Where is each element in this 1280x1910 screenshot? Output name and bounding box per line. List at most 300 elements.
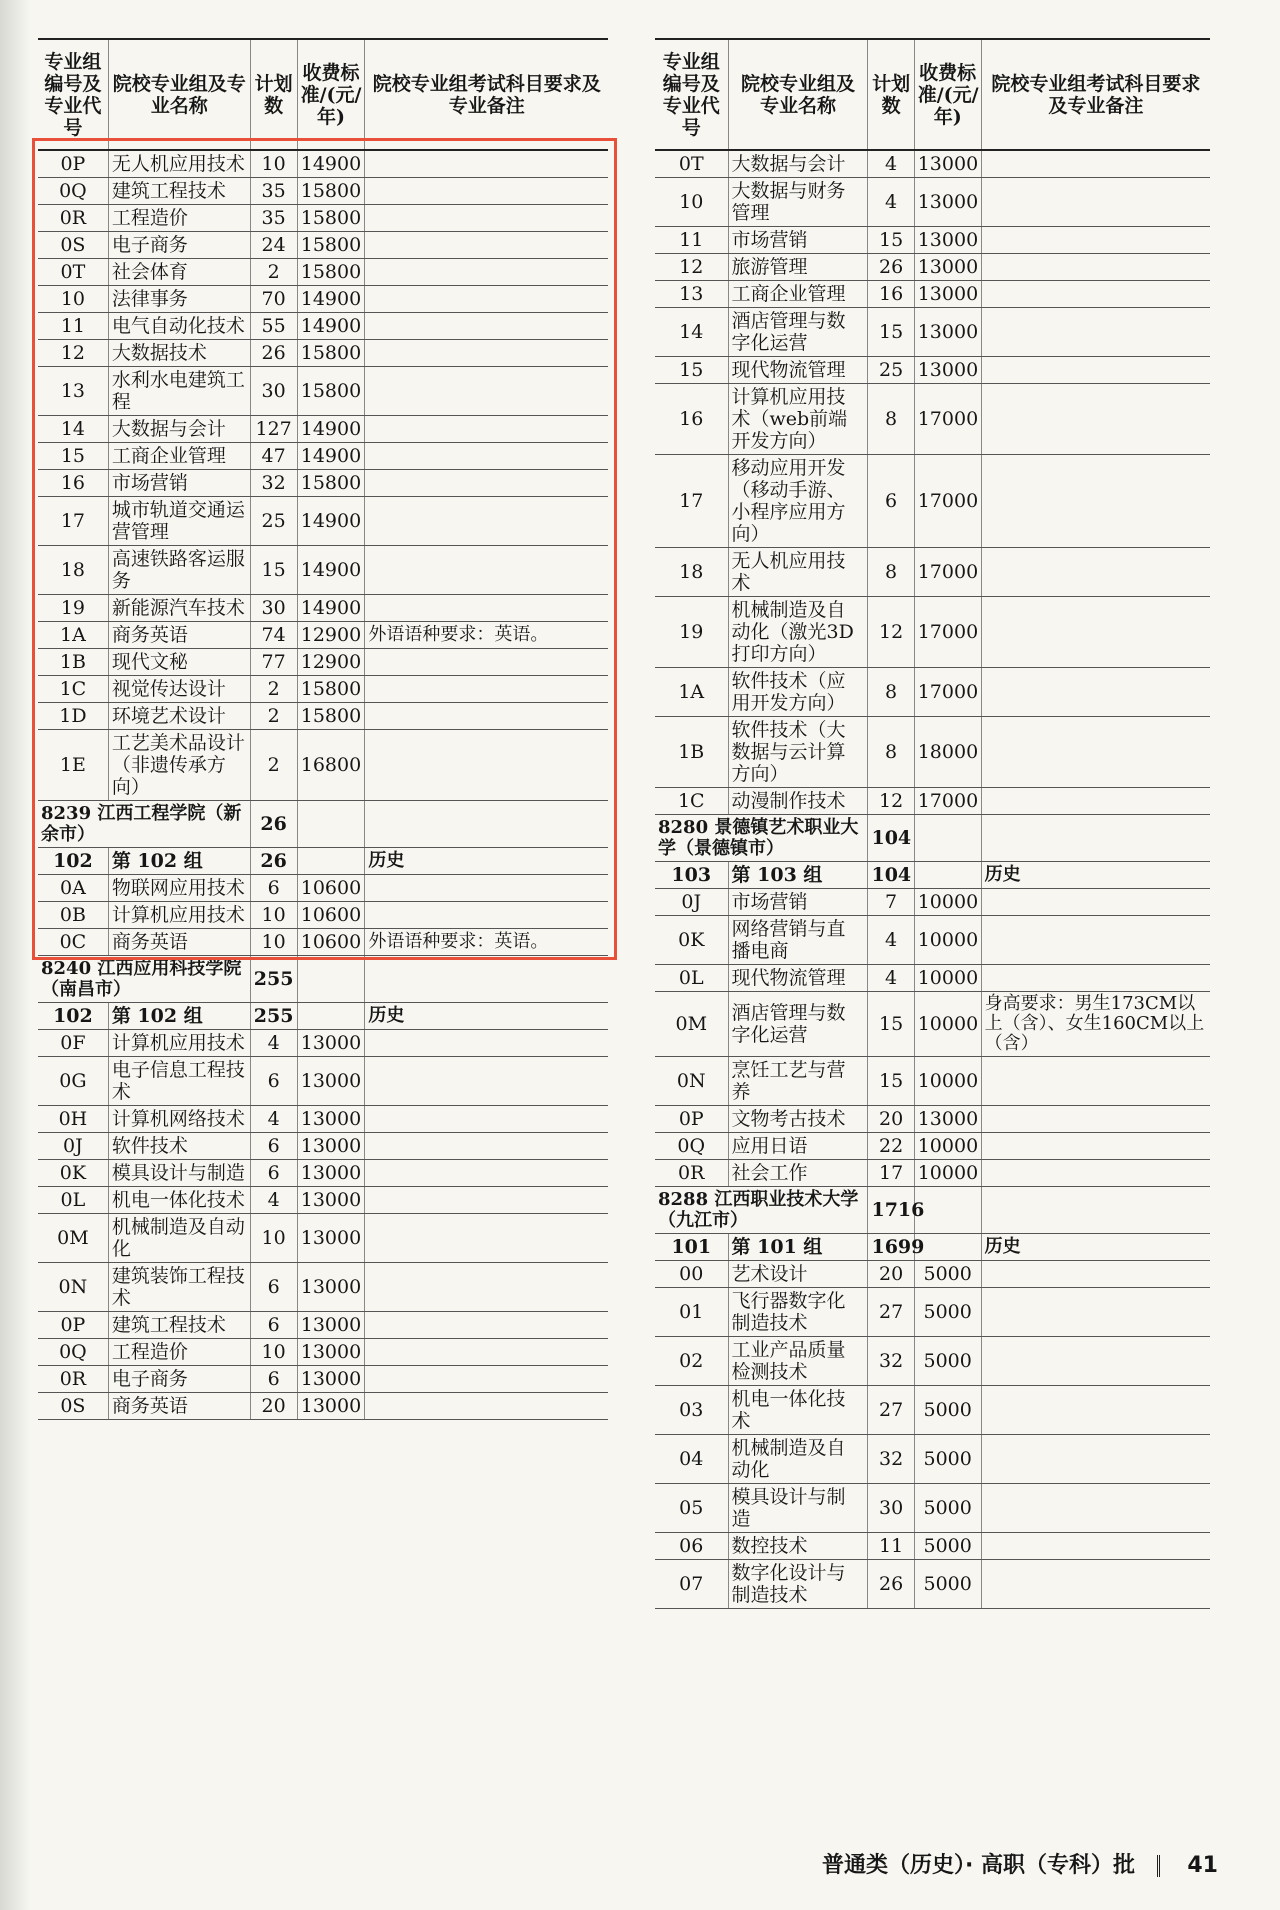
major-name: 模具设计与制造 (108, 1160, 250, 1187)
major-code: 11 (38, 313, 108, 340)
major-name: 大数据与财务管理 (728, 178, 868, 227)
major-name: 旅游管理 (728, 254, 868, 281)
tuition-fee: 5000 (914, 1337, 981, 1386)
remark (365, 902, 608, 929)
plan-count: 20 (250, 1393, 297, 1420)
major-code: 0R (655, 1160, 728, 1187)
table-header-row (38, 39, 608, 150)
tuition-fee: 13000 (297, 1187, 365, 1214)
major-code: 15 (655, 357, 728, 384)
plan-count: 30 (250, 367, 297, 416)
major-name: 应用日语 (728, 1133, 868, 1160)
plan-count: 55 (250, 313, 297, 340)
major-code: 1A (655, 668, 728, 717)
table-row (38, 150, 608, 178)
plan-count: 20 (868, 1261, 914, 1288)
remark (981, 357, 1210, 384)
table-row (38, 929, 608, 956)
tuition-fee (297, 1003, 365, 1030)
major-code: 19 (655, 597, 728, 668)
plan-count: 25 (868, 357, 914, 384)
tuition-fee: 10000 (914, 992, 981, 1057)
table-row (655, 597, 1210, 668)
school-fee-cell (297, 956, 365, 1003)
major-name: 电子商务 (108, 1366, 250, 1393)
plan-count: 4 (250, 1187, 297, 1214)
major-code: 101 (655, 1234, 728, 1261)
major-code: 00 (655, 1261, 728, 1288)
tuition-fee: 15800 (297, 205, 365, 232)
school-name: 8288 江西职业技术大学（九江市） (655, 1187, 868, 1234)
plan-count: 1699 (868, 1234, 914, 1261)
tuition-fee: 5000 (914, 1484, 981, 1533)
plan-count: 10 (250, 929, 297, 956)
major-name: 艺术设计 (728, 1261, 868, 1288)
remark (365, 730, 608, 801)
table-row (655, 965, 1210, 992)
plan-count: 32 (250, 470, 297, 497)
remark (981, 1160, 1210, 1187)
remark (981, 597, 1210, 668)
footer-category: 普通类（历史）· 高职（专科）批 (822, 1853, 1136, 1878)
remark (981, 1484, 1210, 1533)
major-name: 动漫制作技术 (728, 788, 868, 815)
major-code: 1C (655, 788, 728, 815)
left-column (38, 38, 608, 1420)
school-fee-cell (914, 815, 981, 862)
plan-count: 255 (250, 1003, 297, 1030)
plan-count: 26 (250, 340, 297, 367)
table-row (38, 703, 608, 730)
major-code: 0R (38, 1366, 108, 1393)
tuition-fee: 5000 (914, 1386, 981, 1435)
major-name: 软件技术（大数据与云计算方向） (728, 717, 868, 788)
plan-count: 30 (250, 595, 297, 622)
remark (981, 916, 1210, 965)
table-row (655, 227, 1210, 254)
major-code: 0A (38, 875, 108, 902)
table-row (655, 1337, 1210, 1386)
plan-count: 15 (868, 308, 914, 357)
major-code: 0H (38, 1106, 108, 1133)
tuition-fee: 15800 (297, 703, 365, 730)
major-code: 0K (38, 1160, 108, 1187)
major-code: 12 (38, 340, 108, 367)
plan-count: 10 (250, 902, 297, 929)
tuition-fee: 14900 (297, 546, 365, 595)
remark (365, 443, 608, 470)
page-number: 41 (1187, 1853, 1218, 1878)
plan-count: 10 (250, 1214, 297, 1263)
major-name: 电子信息工程技术 (108, 1057, 250, 1106)
tuition-fee: 10000 (914, 965, 981, 992)
table-header-row (655, 39, 1210, 150)
major-code: 18 (655, 548, 728, 597)
remark (981, 150, 1210, 178)
plan-count: 27 (868, 1386, 914, 1435)
table-row (655, 992, 1210, 1057)
tuition-fee: 15800 (297, 367, 365, 416)
header-fee: 收费标准/(元/年) (297, 39, 365, 150)
major-code: 10 (38, 286, 108, 313)
table-row (655, 1288, 1210, 1337)
major-code: 0Q (655, 1133, 728, 1160)
remark (365, 178, 608, 205)
table-row (38, 1214, 608, 1263)
table-row (38, 649, 608, 676)
remark (365, 150, 608, 178)
plan-count: 12 (868, 597, 914, 668)
major-code: 0B (38, 902, 108, 929)
table-row (38, 875, 608, 902)
major-code: 0N (655, 1057, 728, 1106)
major-name: 网络营销与直播电商 (728, 916, 868, 965)
enrollment-table-left (38, 38, 608, 1420)
tuition-fee: 13000 (914, 227, 981, 254)
remark: 外语语种要求：英语。 (365, 929, 608, 956)
plan-count: 47 (250, 443, 297, 470)
major-code: 1A (38, 622, 108, 649)
plan-count: 15 (868, 992, 914, 1057)
major-code: 01 (655, 1288, 728, 1337)
table-row (655, 178, 1210, 227)
table-row (38, 676, 608, 703)
major-name: 烹饪工艺与营养 (728, 1057, 868, 1106)
remark (365, 703, 608, 730)
remark (365, 1057, 608, 1106)
plan-count: 15 (868, 227, 914, 254)
remark (981, 1261, 1210, 1288)
remark (365, 232, 608, 259)
major-name: 建筑工程技术 (108, 178, 250, 205)
major-name: 大数据技术 (108, 340, 250, 367)
table-row (38, 259, 608, 286)
plan-count: 6 (250, 875, 297, 902)
tuition-fee: 13000 (297, 1057, 365, 1106)
major-code: 103 (655, 862, 728, 889)
major-code: 0J (655, 889, 728, 916)
plan-count: 26 (250, 848, 297, 875)
major-code: 10 (655, 178, 728, 227)
tuition-fee: 14900 (297, 416, 365, 443)
remark (981, 384, 1210, 455)
remark: 历史 (981, 1234, 1210, 1261)
school-row (655, 815, 1210, 862)
remark (365, 1366, 608, 1393)
major-code: 1B (655, 717, 728, 788)
plan-count: 26 (868, 1560, 914, 1609)
major-name: 水利水电建筑工程 (108, 367, 250, 416)
table-row (38, 232, 608, 259)
tuition-fee (914, 1234, 981, 1261)
major-code: 0N (38, 1263, 108, 1312)
tuition-fee: 10000 (914, 1057, 981, 1106)
tuition-fee: 15800 (297, 232, 365, 259)
table-row (38, 205, 608, 232)
remark (981, 1386, 1210, 1435)
plan-count: 2 (250, 259, 297, 286)
tuition-fee: 13000 (914, 254, 981, 281)
major-code: 0Q (38, 1339, 108, 1366)
major-name: 第 102 组 (108, 848, 250, 875)
plan-count: 15 (868, 1057, 914, 1106)
major-code: 15 (38, 443, 108, 470)
tuition-fee: 17000 (914, 548, 981, 597)
tuition-fee: 10600 (297, 902, 365, 929)
major-name: 工艺美术品设计（非遗传承方向） (108, 730, 250, 801)
remark (981, 548, 1210, 597)
remark (365, 416, 608, 443)
tuition-fee: 13000 (297, 1030, 365, 1057)
plan-count: 4 (868, 916, 914, 965)
major-name: 现代物流管理 (728, 965, 868, 992)
tuition-fee: 13000 (914, 357, 981, 384)
remark: 历史 (365, 1003, 608, 1030)
header-fee: 收费标准/(元/年) (914, 39, 981, 150)
major-code: 0M (655, 992, 728, 1057)
plan-count: 22 (868, 1133, 914, 1160)
group-row (655, 862, 1210, 889)
tuition-fee: 13000 (297, 1393, 365, 1420)
school-note-cell (981, 815, 1210, 862)
major-code: 0P (655, 1106, 728, 1133)
major-name: 计算机应用技术（web前端开发方向） (728, 384, 868, 455)
remark (365, 676, 608, 703)
table-row (655, 1160, 1210, 1187)
tuition-fee: 15800 (297, 259, 365, 286)
remark (365, 259, 608, 286)
plan-count: 15 (250, 546, 297, 595)
remark (365, 649, 608, 676)
tuition-fee: 13000 (297, 1312, 365, 1339)
major-name: 工业产品质量检测技术 (728, 1337, 868, 1386)
school-fee-cell (297, 801, 365, 848)
school-plan-count: 255 (250, 956, 297, 1003)
major-code: 0Q (38, 178, 108, 205)
table-row (38, 1312, 608, 1339)
plan-count: 10 (250, 150, 297, 178)
major-code: 14 (38, 416, 108, 443)
tuition-fee: 14900 (297, 443, 365, 470)
table-row (655, 668, 1210, 717)
remark (365, 205, 608, 232)
enrollment-table-right (655, 38, 1210, 1609)
remark (981, 668, 1210, 717)
tuition-fee: 13000 (297, 1133, 365, 1160)
table-row (38, 470, 608, 497)
major-code: 0K (655, 916, 728, 965)
tuition-fee: 16800 (297, 730, 365, 801)
major-code: 02 (655, 1337, 728, 1386)
tuition-fee: 13000 (914, 150, 981, 178)
school-note-cell (981, 1187, 1210, 1234)
tuition-fee: 17000 (914, 455, 981, 548)
table-row (655, 548, 1210, 597)
tuition-fee: 5000 (914, 1288, 981, 1337)
tuition-fee: 12900 (297, 649, 365, 676)
table-row (655, 254, 1210, 281)
major-code: 1C (38, 676, 108, 703)
tuition-fee: 15800 (297, 340, 365, 367)
major-name: 现代文秘 (108, 649, 250, 676)
plan-count: 25 (250, 497, 297, 546)
remark (981, 1560, 1210, 1609)
major-name: 新能源汽车技术 (108, 595, 250, 622)
table-row (38, 313, 608, 340)
remark (365, 1187, 608, 1214)
major-code: 0T (38, 259, 108, 286)
remark (365, 1133, 608, 1160)
tuition-fee: 13000 (914, 1106, 981, 1133)
major-name: 无人机应用技术 (108, 150, 250, 178)
major-name: 移动应用开发（移动手游、小程序应用方向） (728, 455, 868, 548)
table-row (655, 1133, 1210, 1160)
major-code: 13 (655, 281, 728, 308)
tuition-fee (297, 848, 365, 875)
remark (365, 286, 608, 313)
major-code: 0G (38, 1057, 108, 1106)
major-name: 市场营销 (108, 470, 250, 497)
table-row (38, 1366, 608, 1393)
remark (365, 470, 608, 497)
tuition-fee: 10600 (297, 875, 365, 902)
header-plan: 计划数 (868, 39, 914, 150)
remark (981, 889, 1210, 916)
plan-count: 127 (250, 416, 297, 443)
plan-count: 6 (868, 455, 914, 548)
tuition-fee: 5000 (914, 1435, 981, 1484)
table-row (38, 443, 608, 470)
tuition-fee: 10000 (914, 889, 981, 916)
table-row (38, 1106, 608, 1133)
major-code: 14 (655, 308, 728, 357)
major-code: 0R (38, 205, 108, 232)
tuition-fee: 14900 (297, 150, 365, 178)
header-code: 专业组编号及专业代号 (655, 39, 728, 150)
major-code: 102 (38, 848, 108, 875)
major-code: 13 (38, 367, 108, 416)
major-name: 工商企业管理 (108, 443, 250, 470)
tuition-fee: 13000 (914, 281, 981, 308)
major-name: 机电一体化技术 (108, 1187, 250, 1214)
tuition-fee: 18000 (914, 717, 981, 788)
header-name: 院校专业组及专业名称 (728, 39, 868, 150)
tuition-fee: 10000 (914, 1160, 981, 1187)
major-code: 0P (38, 1312, 108, 1339)
remark: 历史 (365, 848, 608, 875)
tuition-fee: 17000 (914, 788, 981, 815)
major-code: 102 (38, 1003, 108, 1030)
school-plan-count: 1716 (868, 1187, 914, 1234)
school-row (38, 801, 608, 848)
table-row (38, 1030, 608, 1057)
plan-count: 77 (250, 649, 297, 676)
plan-count: 7 (868, 889, 914, 916)
tuition-fee: 14900 (297, 286, 365, 313)
major-code: 0C (38, 929, 108, 956)
table-row (38, 1339, 608, 1366)
remark (365, 595, 608, 622)
right-column (655, 38, 1210, 1609)
tuition-fee: 17000 (914, 384, 981, 455)
plan-count: 26 (868, 254, 914, 281)
remark (981, 1288, 1210, 1337)
major-name: 建筑装饰工程技术 (108, 1263, 250, 1312)
table-row (38, 730, 608, 801)
major-name: 商务英语 (108, 929, 250, 956)
group-row (38, 1003, 608, 1030)
major-code: 1B (38, 649, 108, 676)
major-name: 大数据与会计 (728, 150, 868, 178)
plan-count: 24 (250, 232, 297, 259)
major-name: 城市轨道交通运营管理 (108, 497, 250, 546)
major-name: 工商企业管理 (728, 281, 868, 308)
plan-count: 11 (868, 1533, 914, 1560)
major-code: 17 (38, 497, 108, 546)
major-code: 16 (38, 470, 108, 497)
remark (365, 875, 608, 902)
remark (365, 1030, 608, 1057)
major-code: 0L (655, 965, 728, 992)
table-row (655, 1386, 1210, 1435)
major-code: 0T (655, 150, 728, 178)
tuition-fee: 5000 (914, 1560, 981, 1609)
major-name: 机械制造及自动化（激光3D打印方向） (728, 597, 868, 668)
remark (981, 1133, 1210, 1160)
major-name: 软件技术 (108, 1133, 250, 1160)
table-row (38, 178, 608, 205)
tuition-fee: 15800 (297, 470, 365, 497)
table-row (655, 889, 1210, 916)
table-row (655, 1435, 1210, 1484)
major-name: 数字化设计与制造技术 (728, 1560, 868, 1609)
header-note: 院校专业组考试科目要求及专业备注 (365, 39, 608, 150)
tuition-fee: 13000 (297, 1106, 365, 1133)
major-name: 物联网应用技术 (108, 875, 250, 902)
right-table-body (655, 150, 1210, 1609)
major-name: 第 101 组 (728, 1234, 868, 1261)
tuition-fee: 10600 (297, 929, 365, 956)
remark (981, 965, 1210, 992)
major-code: 11 (655, 227, 728, 254)
header-name: 院校专业组及专业名称 (108, 39, 250, 150)
remark (981, 455, 1210, 548)
school-plan-count: 104 (868, 815, 914, 862)
plan-count: 4 (868, 178, 914, 227)
table-row (655, 308, 1210, 357)
major-name: 第 102 组 (108, 1003, 250, 1030)
major-name: 工程造价 (108, 1339, 250, 1366)
major-code: 0M (38, 1214, 108, 1263)
major-code: 0S (38, 232, 108, 259)
remark (981, 281, 1210, 308)
remark (981, 254, 1210, 281)
table-row (655, 916, 1210, 965)
tuition-fee: 13000 (297, 1160, 365, 1187)
plan-count: 104 (868, 862, 914, 889)
plan-count: 27 (868, 1288, 914, 1337)
major-code: 06 (655, 1533, 728, 1560)
major-name: 机电一体化技术 (728, 1386, 868, 1435)
major-name: 文物考古技术 (728, 1106, 868, 1133)
tuition-fee: 13000 (297, 1214, 365, 1263)
plan-count: 20 (868, 1106, 914, 1133)
remark (981, 1533, 1210, 1560)
tuition-fee: 17000 (914, 668, 981, 717)
plan-count: 17 (868, 1160, 914, 1187)
group-row (655, 1234, 1210, 1261)
plan-count: 10 (250, 1339, 297, 1366)
